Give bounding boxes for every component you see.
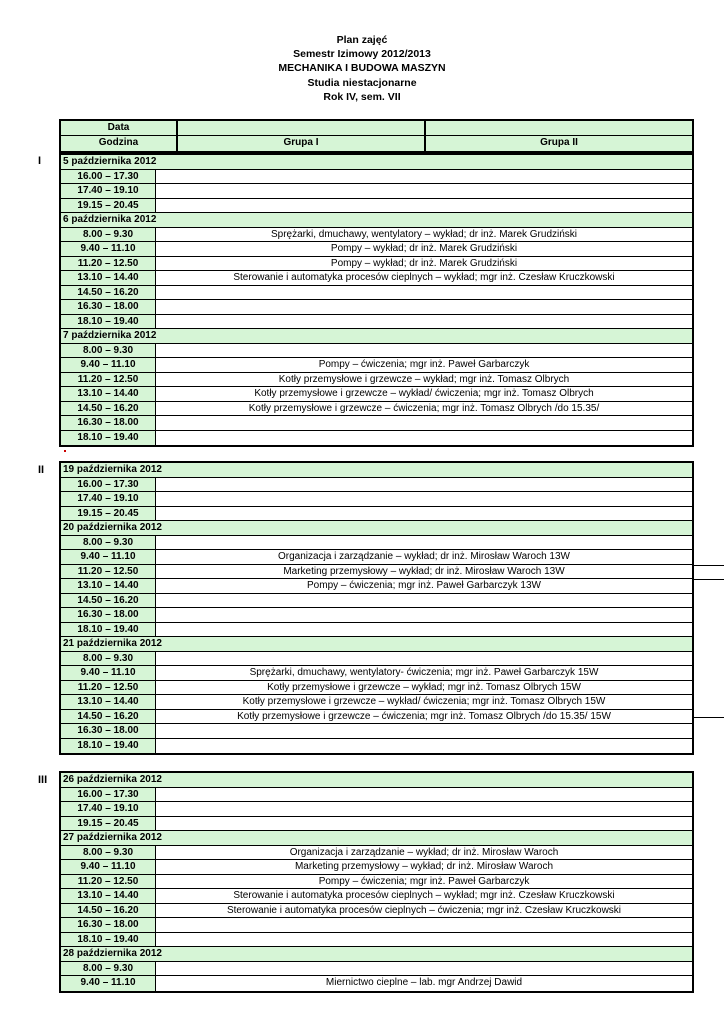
table-row	[61, 478, 692, 493]
time-cell: 8.00 – 9.30	[61, 652, 156, 666]
date-label: 27 października 2012	[63, 832, 162, 843]
time-cell: 16.30 – 18.00	[61, 608, 156, 622]
table-row	[61, 228, 692, 243]
header-group2-top	[426, 121, 692, 135]
time-cell: 14.50 – 16.20	[61, 594, 156, 608]
date-row	[61, 329, 692, 344]
subject-cell: Sprężarki, dmuchawy, wentylatory- ćwiczenia; mgr inż. Paweł Garbarczyk 15W	[249, 667, 599, 678]
table-row	[61, 184, 692, 199]
group2-label: Grupa II	[426, 136, 692, 151]
time-cell: 19.15 – 20.45	[61, 817, 156, 831]
date-row	[61, 831, 692, 846]
table-row	[61, 695, 692, 710]
table-row	[61, 507, 692, 522]
table-row	[61, 242, 692, 257]
stray-mark	[64, 450, 66, 452]
table-row	[61, 918, 692, 933]
time-cell: 16.00 – 17.30	[61, 170, 156, 184]
table-row	[61, 724, 692, 739]
table-row	[61, 416, 692, 431]
date-label: 28 października 2012	[63, 948, 162, 959]
time-cell: 8.00 – 9.30	[61, 846, 156, 860]
row-extension-line	[694, 717, 724, 718]
header-group1-top	[178, 121, 426, 135]
table-row	[61, 286, 692, 301]
time-cell: 11.20 – 12.50	[61, 373, 156, 387]
table-row	[61, 170, 692, 185]
time-cell: 11.20 – 12.50	[61, 681, 156, 695]
table-row	[61, 962, 692, 977]
schedule-block	[59, 461, 694, 755]
time-cell: 16.30 – 18.00	[61, 918, 156, 932]
date-label: 21 października 2012	[63, 638, 162, 649]
subject-cell: Pompy – wykład; dr inż. Marek Grudziński	[330, 257, 518, 269]
time-cell: 14.50 – 16.20	[61, 904, 156, 918]
table-row	[61, 300, 692, 315]
table-row	[61, 536, 692, 551]
time-cell: 13.10 – 14.40	[61, 387, 156, 401]
time-cell: 14.50 – 16.20	[61, 286, 156, 300]
table-row	[61, 315, 692, 330]
table-row	[61, 875, 692, 890]
subject-cell: Pompy – ćwiczenia; mgr inż. Paweł Garbarczyk	[318, 875, 530, 887]
date-row	[61, 947, 692, 962]
table-row	[61, 199, 692, 214]
time-cell: 19.15 – 20.45	[61, 199, 156, 213]
date-label: 5 października 2012	[63, 156, 157, 167]
group1-label: Grupa I	[178, 136, 426, 151]
time-cell: 9.40 – 11.10	[61, 860, 156, 874]
table-row	[61, 358, 692, 373]
block-number: III	[38, 774, 48, 786]
subject-cell: Pompy – ćwiczenia; mgr inż. Paweł Garbarczyk	[318, 359, 530, 370]
time-cell: 16.30 – 18.00	[61, 300, 156, 314]
block-number: II	[38, 464, 45, 476]
header-row-godzina	[61, 136, 692, 151]
table-row	[61, 817, 692, 832]
time-cell: 8.00 – 9.30	[61, 344, 156, 358]
subject-cell: Marketing przemysłowy – wykład; dr inż. Mirosław Waroch 13W	[283, 565, 565, 577]
table-row	[61, 739, 692, 754]
table-row	[61, 904, 692, 919]
title-line-4: Studia niestacjonarne	[307, 77, 417, 89]
time-cell: 16.00 – 17.30	[61, 788, 156, 802]
date-label: 7 października 2012	[63, 330, 157, 341]
time-cell: 18.10 – 19.40	[61, 933, 156, 947]
time-cell: 14.50 – 16.20	[61, 710, 156, 724]
header-row-data	[61, 121, 692, 136]
schedule-block	[59, 771, 694, 993]
subject-cell: Kotły przemysłowe i grzewcze – wykład; mgr inż. Tomasz Olbrych 15W	[267, 681, 581, 693]
table-row	[61, 550, 692, 565]
time-cell: 13.10 – 14.40	[61, 579, 156, 593]
date-row	[61, 463, 692, 478]
time-cell: 9.40 – 11.10	[61, 976, 156, 991]
table-row	[61, 802, 692, 817]
subject-cell: Sterowanie i automatyka procesów cieplnych – wykład; mgr inż. Czesław Kruczkowski	[233, 272, 615, 283]
subject-cell: Kotły przemysłowe i grzewcze – ćwiczenia; mgr inż. Tomasz Olbrych /do 15.35/	[248, 402, 600, 414]
table-row	[61, 257, 692, 272]
title-line-5: Rok IV, sem. VII	[323, 91, 401, 103]
subject-cell: Marketing przemysłowy – wykład; dr inż. Mirosław Waroch	[294, 861, 554, 872]
date-label: 20 października 2012	[63, 522, 162, 533]
table-row	[61, 402, 692, 417]
row-extension-line	[694, 579, 724, 580]
table-row	[61, 710, 692, 725]
subject-cell: Kotły przemysłowe i grzewcze – wykład; mgr inż. Tomasz Olbrych	[278, 373, 570, 385]
time-cell: 8.00 – 9.30	[61, 536, 156, 550]
time-cell: 14.50 – 16.20	[61, 402, 156, 416]
table-row	[61, 271, 692, 286]
time-cell: 11.20 – 12.50	[61, 565, 156, 579]
table-row	[61, 594, 692, 609]
table-row	[61, 608, 692, 623]
date-row	[61, 637, 692, 652]
time-cell: 9.40 – 11.10	[61, 666, 156, 680]
time-cell: 18.10 – 19.40	[61, 739, 156, 754]
time-cell: 9.40 – 11.10	[61, 242, 156, 256]
table-row	[61, 666, 692, 681]
time-cell: 19.15 – 20.45	[61, 507, 156, 521]
title-line-3: MECHANIKA I BUDOWA MASZYN	[278, 62, 446, 74]
table-header	[59, 119, 694, 153]
table-row	[61, 492, 692, 507]
subject-cell: Sprężarki, dmuchawy, wentylatory – wykład; dr inż. Marek Grudziński	[270, 228, 578, 240]
table-row	[61, 681, 692, 696]
block-number: I	[38, 155, 42, 167]
time-cell: 18.10 – 19.40	[61, 315, 156, 329]
time-cell: 13.10 – 14.40	[61, 889, 156, 903]
time-cell: 8.00 – 9.30	[61, 228, 156, 242]
godzina-label: Godzina	[61, 136, 178, 151]
time-cell: 16.30 – 18.00	[61, 724, 156, 738]
date-row	[61, 773, 692, 788]
table-row	[61, 344, 692, 359]
time-cell: 18.10 – 19.40	[61, 623, 156, 637]
time-cell: 9.40 – 11.10	[61, 358, 156, 372]
time-cell: 18.10 – 19.40	[61, 431, 156, 446]
subject-cell: Kotły przemysłowe i grzewcze – wykład/ ćwiczenia; mgr inż. Tomasz Olbrych	[254, 388, 594, 399]
date-label: 26 października 2012	[63, 774, 162, 785]
table-row	[61, 387, 692, 402]
time-cell: 17.40 – 19.10	[61, 492, 156, 506]
table-row	[61, 976, 692, 991]
subject-cell: Sterowanie i automatyka procesów cieplnych – wykład; mgr inż. Czesław Kruczkowski	[233, 890, 615, 901]
table-row	[61, 579, 692, 594]
table-row	[61, 652, 692, 667]
time-cell: 9.40 – 11.10	[61, 550, 156, 564]
schedule-block	[59, 153, 694, 447]
table-row	[61, 889, 692, 904]
data-label: Data	[61, 121, 178, 135]
date-label: 19 października 2012	[63, 464, 162, 475]
table-row	[61, 565, 692, 580]
time-cell: 11.20 – 12.50	[61, 875, 156, 889]
table-row	[61, 623, 692, 638]
table-row	[61, 860, 692, 875]
time-cell: 8.00 – 9.30	[61, 962, 156, 976]
subject-cell: Pompy – wykład; dr inż. Marek Grudziński	[330, 243, 518, 254]
subject-cell: Organizacja i zarządzanie – wykład; dr inż. Mirosław Waroch	[289, 846, 559, 858]
time-cell: 16.00 – 17.30	[61, 478, 156, 492]
date-row	[61, 521, 692, 536]
row-extension-line	[694, 565, 724, 566]
table-row	[61, 846, 692, 861]
subject-cell: Miernictwo cieplne – lab. mgr Andrzej Dawid	[325, 977, 523, 988]
table-row	[61, 788, 692, 803]
subject-cell: Kotły przemysłowe i grzewcze – wykład/ ćwiczenia; mgr inż. Tomasz Olbrych 15W	[242, 696, 606, 707]
time-cell: 17.40 – 19.10	[61, 184, 156, 198]
title-line-2: Semestr Izimowy 2012/2013	[293, 48, 431, 60]
time-cell: 16.30 – 18.00	[61, 416, 156, 430]
date-row	[61, 213, 692, 228]
subject-cell: Pompy – ćwiczenia; mgr inż. Paweł Garbarczyk 13W	[307, 580, 541, 591]
table-row	[61, 373, 692, 388]
table-row	[61, 431, 692, 446]
time-cell: 13.10 – 14.40	[61, 695, 156, 709]
subject-cell: Kotły przemysłowe i grzewcze – ćwiczenia; mgr inż. Tomasz Olbrych /do 15.35/ 15W	[237, 710, 611, 722]
title-line-1: Plan zajęć	[336, 34, 388, 46]
date-row	[61, 155, 692, 170]
subject-cell: Organizacja i zarządzanie – wykład; dr inż. Mirosław Waroch 13W	[278, 551, 570, 562]
time-cell: 13.10 – 14.40	[61, 271, 156, 285]
table-row	[61, 933, 692, 948]
date-label: 6 października 2012	[63, 214, 157, 225]
time-cell: 17.40 – 19.10	[61, 802, 156, 816]
time-cell: 11.20 – 12.50	[61, 257, 156, 271]
subject-cell: Sterowanie i automatyka procesów cieplnych – ćwiczenia; mgr inż. Czesław Kruczkowski	[226, 904, 622, 916]
